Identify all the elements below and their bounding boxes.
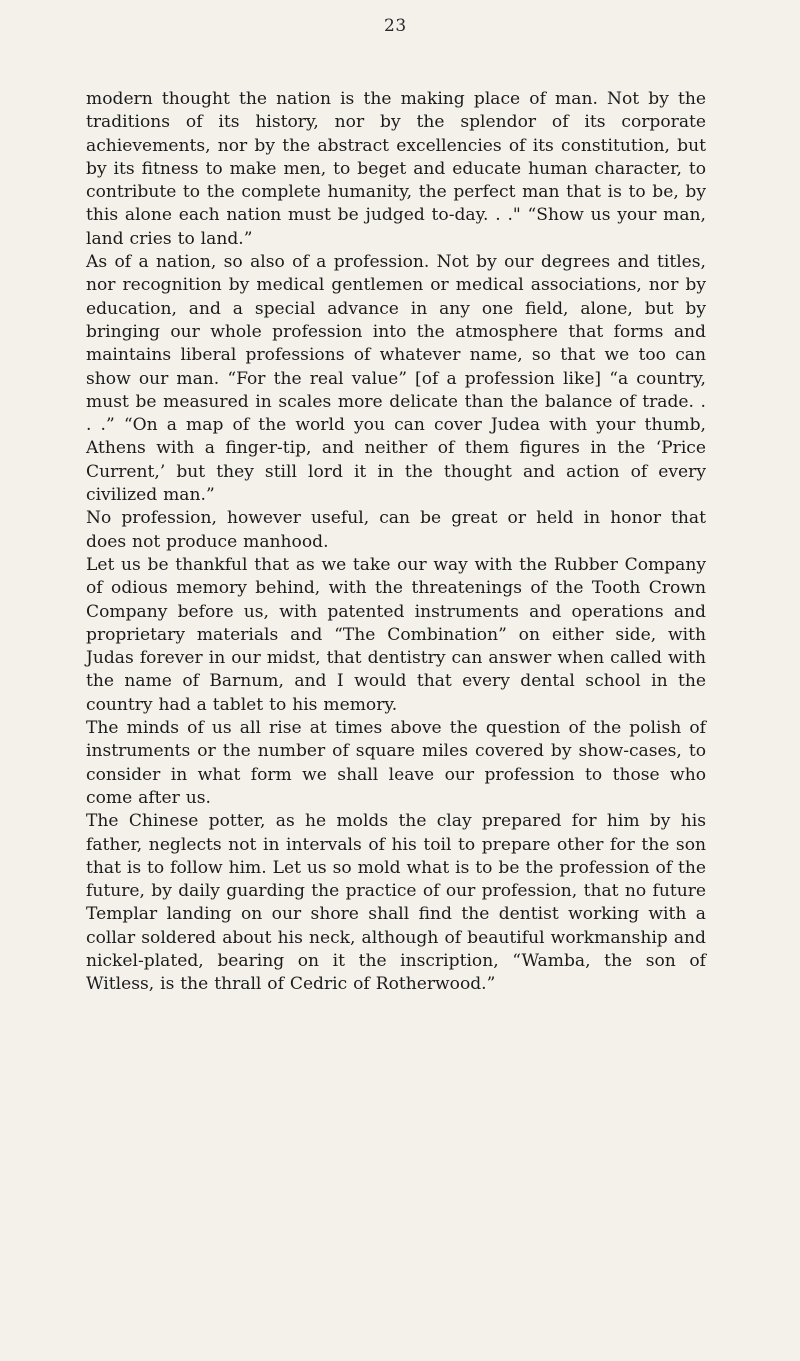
paragraph-3: No profession, however useful, can be great or held in honor that does not produce manhood. xyxy=(86,508,706,552)
body-text xyxy=(86,88,706,997)
paragraph-4: Let us be thankful that as we take our way with the Rubber Company of odious memory behind, with the threatenings of the Tooth Crown Company before us, with patented instruments and operations and proprietary materials and “The Combination” on either side, with Judas forever in our midst, that dentistry can answer when called with the name of Barnum, and I would that every dental school in the country had a tablet to his memory. xyxy=(86,554,706,715)
paragraph-1: modern thought the nation is the making place of man. Not by the traditions of its history, nor by the splendor of its corporate achievements, nor by the abstract excellencies of its constitution, but by its fitness to make men, to beget and educate human character, to contribute to the complete humanity, the perfect man that is to be, by this alone each nation must be judged to-day. . ." “Show us your man, land cries to land.” xyxy=(86,89,706,249)
paragraph-6: The Chinese potter, as he molds the clay prepared for him by his father, neglects not in intervals of his toil to prepare other for the son that is to follow him. Let us so mold what is to be the profession of the future, by daily guarding the practice of our profession, that no future Templar landing on our shore shall find the dentist working with a collar soldered about his neck, although of beautiful workmanship and nickel-plated, bearing on it the inscription, “Wamba, the son of Witless, is the thrall of Cedric of Rotherwood.” xyxy=(86,811,706,995)
page-number: 23 xyxy=(384,16,407,36)
paragraph-5: The minds of us all rise at times above the question of the polish of instruments or the number of square miles covered by show-cases, to consider in what form we shall leave our profession to those who come after us. xyxy=(86,718,706,808)
paragraph-2: As of a nation, so also of a profession. Not by our degrees and titles, nor recognition by medical gentlemen or medical associations, nor by education, and a special advance in any one field, alone, but by bringing our whole profession into the atmosphere that forms and maintains liberal professions of whatever name, so that we too can show our man. “For the real value” [of a profession like] “a country, must be measured in scales more delicate than the balance of trade. . . .” “On a map of the world you can cover Judea with your thumb, Athens with a finger-tip, and neither of them figures in the ‘Price Current,’ but they still lord it in the thought and action of every civilized man.” xyxy=(86,252,706,506)
